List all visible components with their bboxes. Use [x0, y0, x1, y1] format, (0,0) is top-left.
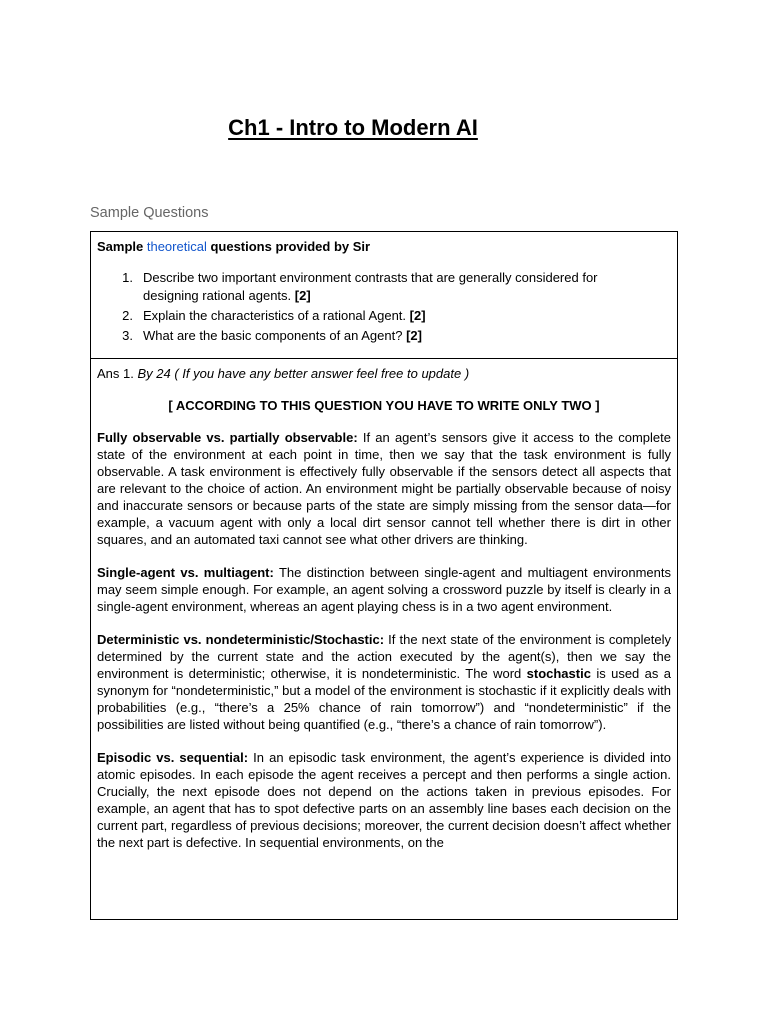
question-item	[97, 327, 671, 345]
question-text	[143, 269, 671, 305]
question-number: 2.	[122, 308, 133, 323]
question-text	[143, 307, 671, 325]
paragraph-term: Episodic vs. sequential:	[97, 750, 249, 765]
question-item	[97, 307, 671, 325]
questions-list	[97, 269, 671, 345]
questions-header	[97, 239, 671, 255]
question-marks: [2]	[409, 308, 426, 323]
paragraph-text: In an episodic task environment, the agent’s experience is divided into atomic episodes. In each episode the agent receives a percept and then performs a single action. Crucially, the next episode does not depend on the actions taken in previous episodes. For example, an agent that has to spot defective parts on an assembly line bases each decision on the current part, regardless of previous decisions; moreover, the current decision doesn’t affect whether the next part is defective. In sequential environments, on the	[97, 750, 671, 850]
question-body: Describe two important environment contrasts that are generally considered for designing rational agents.	[143, 270, 598, 303]
questions-header-accent: theoretical	[146, 239, 207, 254]
paragraph-term: Fully observable vs. partially observable:	[97, 430, 358, 445]
section-heading: Sample Questions	[90, 205, 209, 221]
paragraph-text: If an agent’s sensors give it access to the complete state of the environment at each point in time, then we say that the task environment is fully observable. A task environment is effectively fully observable if the sensors detect all aspects that are relevant to the choice of action. An environment might be partially observable because of noisy and inaccurate sensors or because parts of the state are simply missing from the sensor data—for example, a vacuum agent with only a local dirt sensor cannot tell whether there is dirt in other squares, and an automated taxi cannot see what other drivers are thinking.	[97, 430, 671, 547]
question-number: 3.	[122, 328, 133, 343]
answer-intro	[97, 365, 671, 382]
questions-cell	[91, 232, 677, 359]
answer-paragraph-episodic	[97, 749, 671, 851]
paragraph-term: Single-agent vs. multiagent:	[97, 565, 274, 580]
question-item	[97, 269, 671, 305]
document-title: Ch1 - Intro to Modern AI	[228, 115, 478, 140]
answer-paragraph-observable	[97, 429, 671, 548]
question-text	[143, 327, 671, 345]
answer-cell	[91, 359, 677, 919]
question-body: Explain the characteristics of a rational Agent.	[143, 308, 410, 323]
paragraph-text: The distinction between single-agent and multiagent environments may seem simple enough. For example, an agent solving a crossword puzzle by itself is clearly in a single-agent environment, whereas an agent playing chess is in a two agent environment.	[97, 565, 671, 614]
question-number: 1.	[122, 270, 133, 285]
question-body: What are the basic components of an Agent?	[143, 328, 407, 343]
answer-label: Ans 1.	[97, 366, 138, 381]
answer-paragraph-deterministic	[97, 631, 671, 733]
paragraph-term: Deterministic vs. nondeterministic/Stochastic:	[97, 632, 385, 647]
question-marks: [2]	[406, 328, 422, 343]
paragraph-text-before: If the next state of the environment is completely determined by the current state and the action executed by the agent(s), then we say the environment is deterministic; otherwise, it is nondeterministic. The word	[97, 632, 671, 681]
answer-paragraph-agents	[97, 564, 671, 615]
questions-header-pre: Sample	[97, 239, 147, 254]
paragraph-text-after: is used as a synonym for “nondeterministic,” but a model of the environment is stochastic if it explicitly deals with probabilities (e.g., “there’s a 25% chance of rain tomorrow”) and “nondeterministic” if the possibilities are listed without being quantified (e.g., “there’s a chance of rain tomorrow”).	[97, 666, 671, 732]
questions-header-post: questions provided by Sir	[206, 239, 371, 254]
answer-attribution: By 24 ( If you have any better answer feel free to update )	[137, 366, 470, 381]
question-marks: [2]	[294, 288, 311, 303]
paragraph-bold-word: stochastic	[526, 666, 591, 681]
answer-instruction: [ ACCORDING TO THIS QUESTION YOU HAVE TO WRITE ONLY TWO ]	[168, 398, 600, 413]
qa-table	[90, 231, 678, 920]
